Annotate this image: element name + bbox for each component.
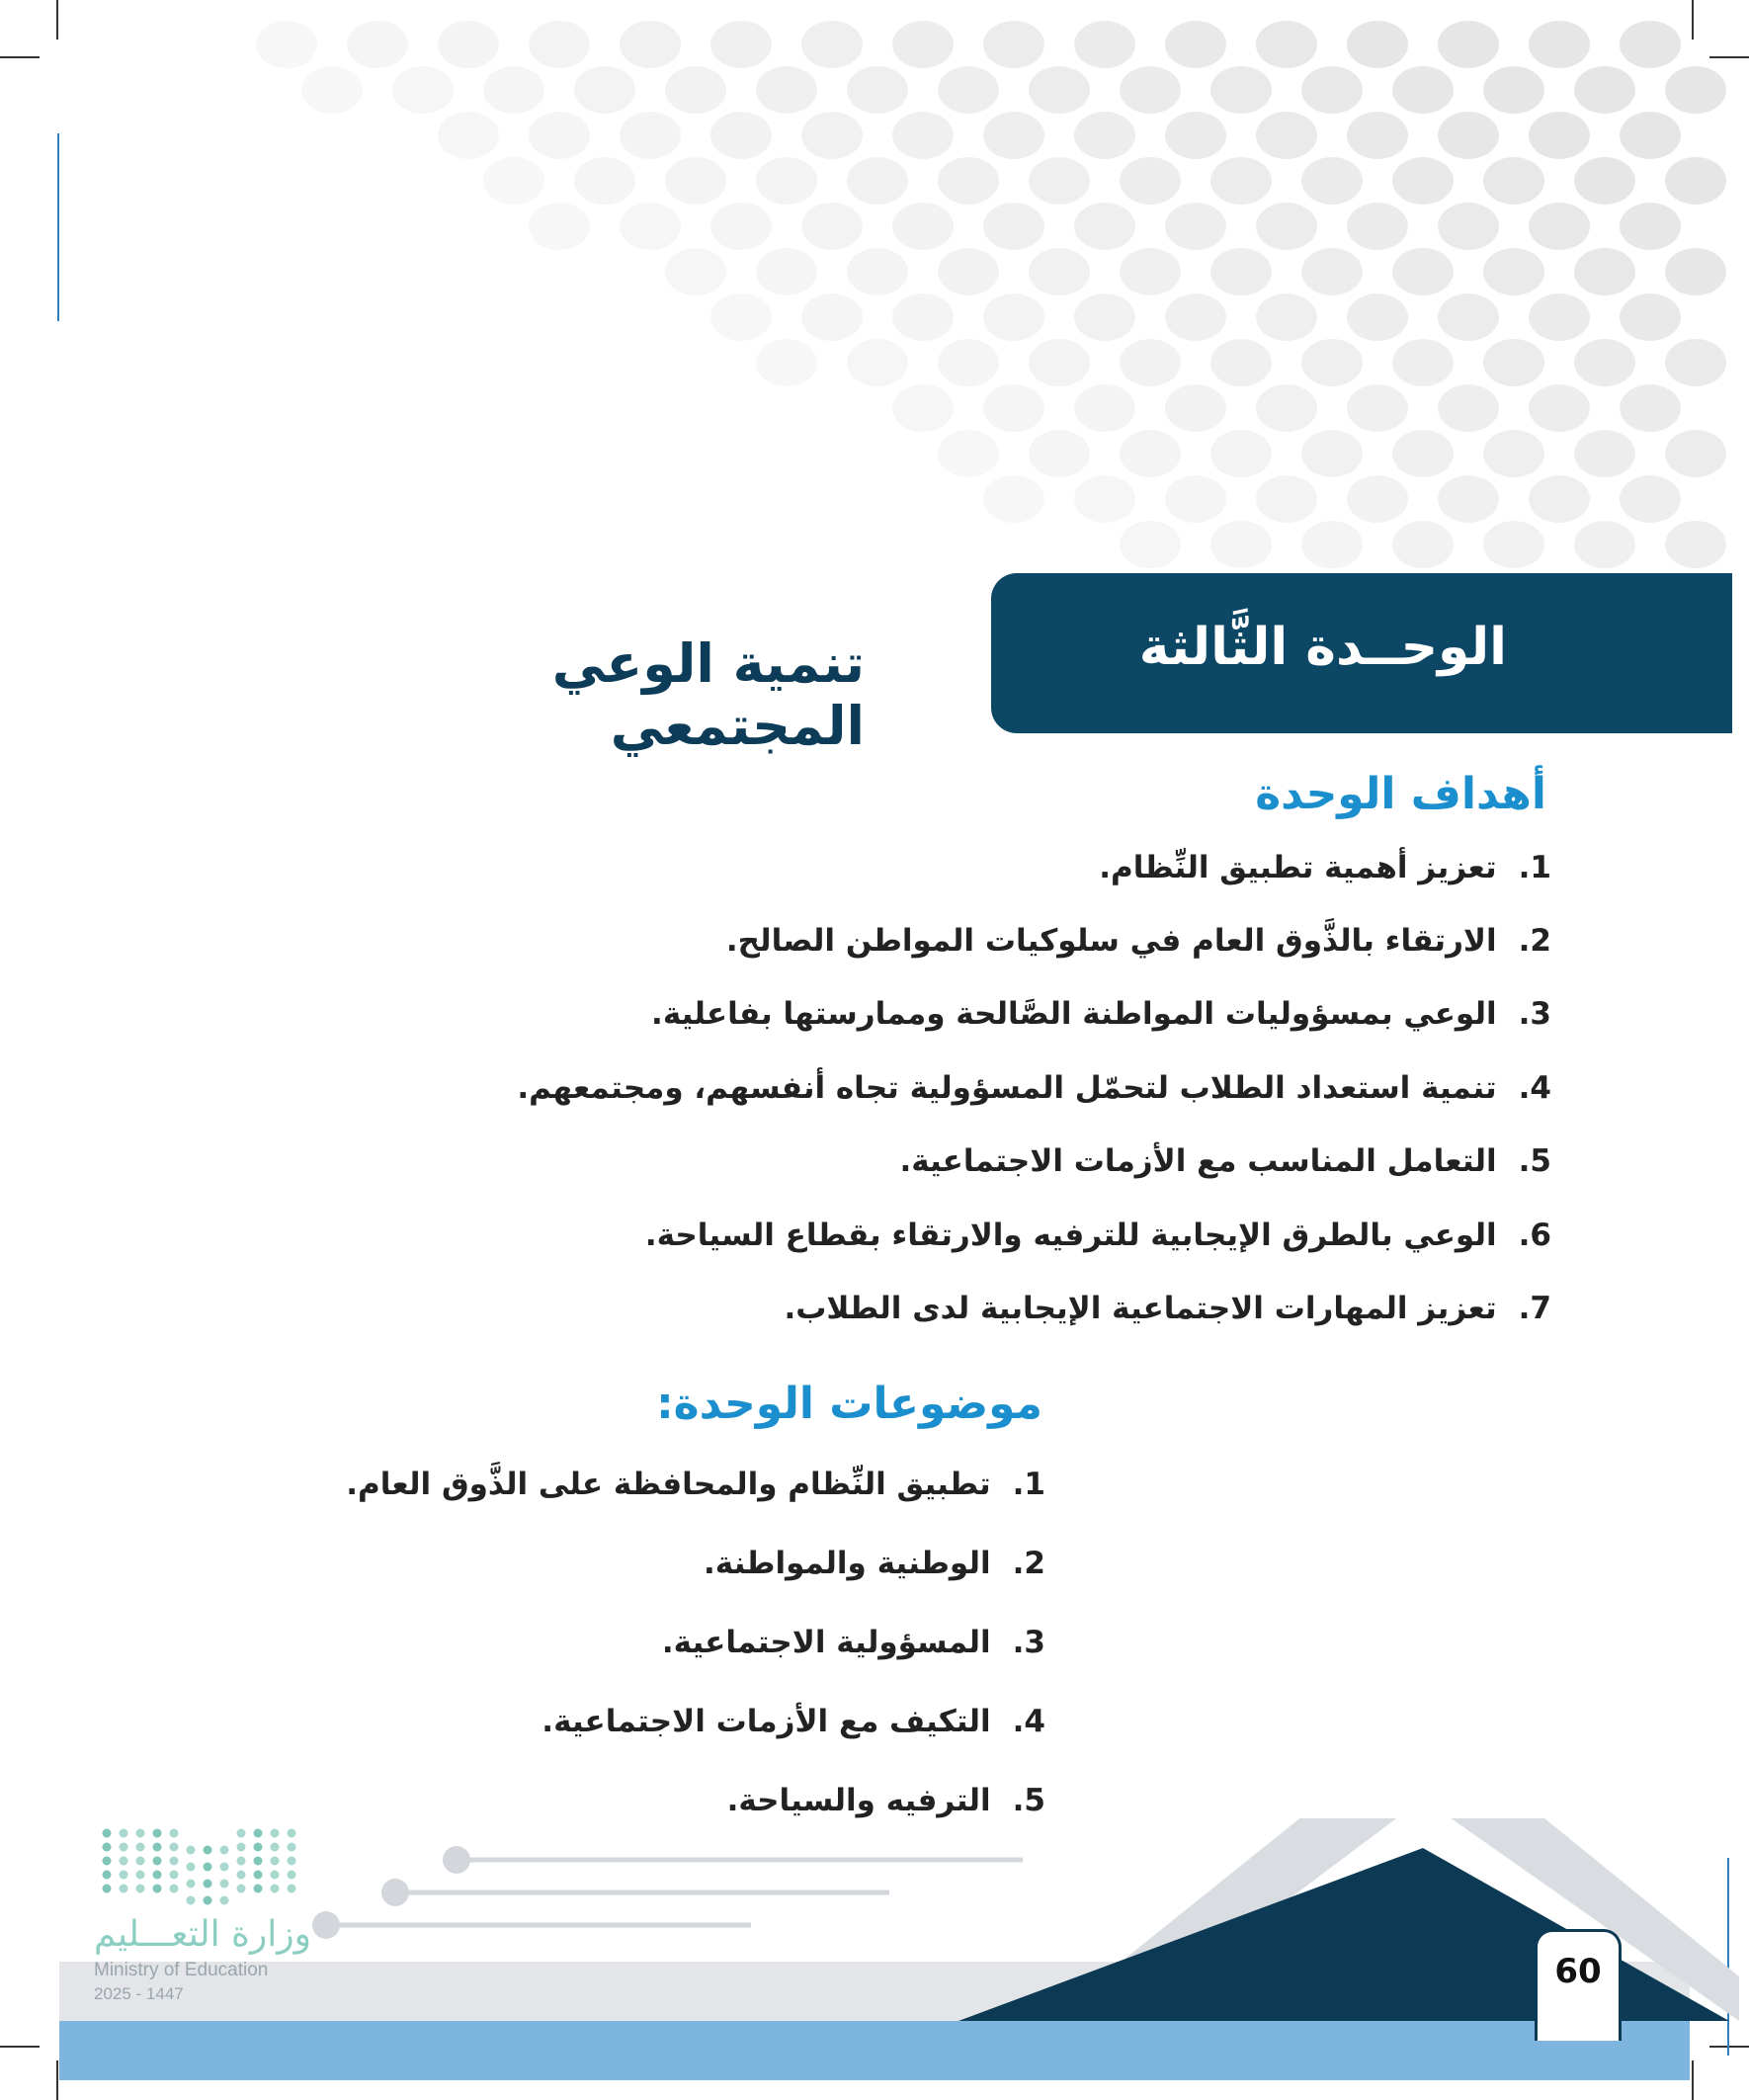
objective-text: تعزيز أهمية تطبيق النِّظام. [1099,850,1497,885]
decorative-dot [1438,475,1499,523]
decorative-dot [256,21,317,68]
decorative-dot [1438,203,1499,250]
logo-dot [103,1857,112,1866]
decorative-dot [483,157,544,205]
logo-dot [288,1829,296,1838]
logo-dot [136,1829,145,1838]
decorative-dot [1392,430,1454,477]
logo-dot [120,1843,128,1852]
topic-item [727,1783,1045,1818]
logo-dot [204,1896,212,1905]
decorative-dot [529,203,590,250]
logo-dot [136,1885,145,1893]
topic-number: 3. [1012,1625,1045,1660]
decorative-dot [1665,157,1726,205]
decorative-dot [710,294,772,341]
decorative-dot [665,157,726,205]
objective-text: التعامل المناسب مع الأزمات الاجتماعية. [899,1143,1497,1179]
objective-item [517,1070,1551,1106]
decorative-dot [1301,66,1363,114]
logo-dot [288,1871,296,1880]
logo-dot [136,1871,145,1880]
decorative-dot [847,157,908,205]
objective-text: الارتقاء بالذَّوق العام في سلوكيات المواطن الصالح. [725,923,1497,959]
decorative-dot [1392,157,1454,205]
logo-dot [136,1857,145,1866]
logo-dot [288,1857,296,1866]
decorative-dot [1392,248,1454,295]
objective-text: تعزيز المهارات الاجتماعية الإيجابية لدى الطلاب. [784,1291,1497,1326]
decorative-dot [1529,112,1590,159]
decorative-dot [1074,384,1135,432]
objective-number: 5. [1518,1143,1551,1179]
decorative-dot [347,21,408,68]
objective-number: 4. [1518,1070,1551,1106]
decorative-dot [438,21,499,68]
logo-dot [170,1871,179,1880]
decorative-dot [1120,521,1181,568]
decorative-dot [1256,475,1317,523]
logo-dot [153,1843,162,1852]
decorative-dot [1210,157,1272,205]
logo-dot [120,1829,128,1838]
decorative-dot [847,248,908,295]
decorative-dot [1029,66,1090,114]
decorative-dot [1574,339,1635,386]
decorative-dot [938,157,999,205]
decorative-dot [1074,203,1135,250]
decorative-dot [1347,475,1408,523]
logo-dot [237,1843,246,1852]
logo-dot [120,1885,128,1893]
decorative-dot [1665,66,1726,114]
logo-dot [153,1857,162,1866]
decorative-dot [847,66,908,114]
decorative-dot [1483,248,1544,295]
decorative-dot [983,203,1044,250]
topics-heading: موضوعات الوحدة: [656,1379,1042,1429]
decorative-dot [1620,384,1681,432]
decorative-dot [1574,430,1635,477]
logo-dot [271,1829,280,1838]
topic-text: الوطنية والمواطنة. [704,1546,991,1581]
decorative-dot [756,157,817,205]
logo-dot [237,1857,246,1866]
page-number: 60 [1554,1952,1602,1991]
decorative-dot [1665,430,1726,477]
decorative-dot [938,248,999,295]
topic-number: 4. [1012,1704,1045,1739]
decorative-dot [1120,66,1181,114]
decorative-dot [392,66,454,114]
decorative-dot [574,66,635,114]
logo-dot [103,1871,112,1880]
decorative-dot [620,21,681,68]
objectives-heading: أهداف الوحدة [1255,769,1546,819]
decorative-dot [1301,339,1363,386]
logo-dot [204,1846,212,1855]
objective-number: 3. [1518,996,1551,1032]
decorative-dot [892,294,954,341]
logo-dot [187,1846,196,1855]
decorative-dot [1210,339,1272,386]
logo-dot [220,1863,229,1872]
ministry-logo-english: Ministry of Education [94,1960,269,1980]
decorative-dot [1483,66,1544,114]
logo-dot [220,1846,229,1855]
decorative-dot [1483,430,1544,477]
decorative-dot [1301,248,1363,295]
decorative-dot [1574,66,1635,114]
topic-item [541,1704,1045,1739]
topic-item [704,1546,1045,1581]
logo-dot [120,1857,128,1866]
decorative-dot [483,66,544,114]
decorative-dot [801,203,863,250]
logo-dot [288,1843,296,1852]
logo-dot [153,1885,162,1893]
decorative-dot [1074,294,1135,341]
decorative-dot [938,430,999,477]
objective-item [726,923,1551,959]
decorative-dot [1165,21,1226,68]
logo-dot [220,1896,229,1905]
decorative-dot [1529,384,1590,432]
decorative-dot [1665,339,1726,386]
decorative-dot [983,21,1044,68]
objective-number: 2. [1518,923,1551,959]
decorative-dot [1347,384,1408,432]
decorative-dot [665,248,726,295]
decorative-dot [1620,112,1681,159]
decorative-dot [1574,521,1635,568]
decorative-dot [529,21,590,68]
decorative-dot [1620,203,1681,250]
decorative-dot [529,112,590,159]
decorative-dot [892,112,954,159]
decorative-dot [801,21,863,68]
decorative-dot [301,66,363,114]
decorative-dot [1347,294,1408,341]
decorative-dot [1347,203,1408,250]
logo-dot [288,1885,296,1893]
decorative-dot [1529,21,1590,68]
logo-dot [204,1880,212,1889]
ministry-logo-dots [103,1829,296,1905]
topic-item [346,1467,1045,1502]
logo-dot [136,1843,145,1852]
decorative-dot [1165,294,1226,341]
decorative-dot [1120,157,1181,205]
logo-dot [254,1885,263,1893]
unit-label: الوحــدة الثَّالثة [1138,618,1507,677]
unit-title: تنمية الوعي المجتمعي [551,632,865,757]
decorative-dot [620,112,681,159]
decorative-dot [983,294,1044,341]
decorative-dot [1301,430,1363,477]
decorative-dot [1620,21,1681,68]
decorative-dot [1301,521,1363,568]
decorative-dot [756,66,817,114]
logo-dot [254,1857,263,1866]
logo-dot [153,1829,162,1838]
logo-dot [254,1871,263,1880]
decorative-dot [1347,21,1408,68]
topic-text: تطبيق النِّظام والمحافظة على الذَّوق العام. [346,1467,991,1502]
decorative-dot [1210,248,1272,295]
decorative-dot [1529,203,1590,250]
decorative-dot [1210,66,1272,114]
decorative-dot [756,339,817,386]
ministry-logo-year: 2025 - 1447 [94,1984,184,2003]
decorative-dot [1392,66,1454,114]
decorative-dot [1120,430,1181,477]
logo-dot [103,1843,112,1852]
objective-item [645,1218,1551,1253]
logo-dot [187,1896,196,1905]
decorative-dot [983,384,1044,432]
decorative-dot [1256,203,1317,250]
decorative-dot [1256,21,1317,68]
logo-dot [170,1843,179,1852]
decorative-dot [1210,521,1272,568]
decorative-dot [1256,384,1317,432]
topic-text: الترفيه والسياحة. [726,1783,991,1818]
decorative-dot [1120,339,1181,386]
decorative-dot [1665,248,1726,295]
logo-dot [254,1829,263,1838]
logo-dot [187,1880,196,1889]
decorative-dot [892,21,954,68]
objective-text: الوعي بمسؤوليات المواطنة الصَّالحة وممارستها بفاعلية. [651,996,1497,1032]
decorative-dot [938,66,999,114]
decorative-dot [983,112,1044,159]
logo-dot [187,1863,196,1872]
decorative-dot [938,339,999,386]
logo-dot [271,1857,280,1866]
objective-text: تنمية استعداد الطلاب لتحمّل المسؤولية تجاه أنفسهم، ومجتمعهم. [517,1070,1497,1106]
decorative-dot [1029,248,1090,295]
logo-dot [103,1885,112,1893]
decorative-dot [1301,157,1363,205]
decorative-dot [438,112,499,159]
decorative-dot [710,112,772,159]
decorative-dot [1029,157,1090,205]
decorative-dot [1620,294,1681,341]
topic-number: 5. [1012,1783,1045,1818]
decorative-dot [1074,21,1135,68]
logo-dot [271,1871,280,1880]
logo-dot [170,1829,179,1838]
decorative-dot [574,157,635,205]
decorative-dot [1438,21,1499,68]
logo-dot [153,1871,162,1880]
logo-dot [220,1880,229,1889]
decorative-dot [892,203,954,250]
objective-number: 6. [1518,1218,1551,1253]
topic-number: 1. [1012,1467,1045,1502]
objective-number: 7. [1518,1291,1551,1326]
decorative-dot [1165,475,1226,523]
objective-item [651,996,1551,1032]
objective-item [784,1291,1551,1326]
decorative-dot [1438,384,1499,432]
decorative-dot [1120,248,1181,295]
decorative-dot [1029,339,1090,386]
decorative-dot [620,203,681,250]
logo-dot [237,1871,246,1880]
decorative-dot [1256,294,1317,341]
decorative-dot [1438,294,1499,341]
objective-number: 1. [1518,850,1551,885]
logo-dot [237,1829,246,1838]
decorative-dot [1574,157,1635,205]
topic-text: التكيف مع الأزمات الاجتماعية. [541,1704,991,1739]
decorative-dot [1210,430,1272,477]
decorative-dot [1256,112,1317,159]
topic-number: 2. [1012,1546,1045,1581]
decorative-dot [710,203,772,250]
decorative-dot [1620,475,1681,523]
decorative-dot [1483,339,1544,386]
decorative-dot [801,294,863,341]
footer-blue-bar [59,2021,1690,2080]
decorative-dots-pattern [0,0,1749,593]
objective-item [899,1143,1551,1179]
decorative-dot [1438,112,1499,159]
logo-dot [254,1843,263,1852]
decorative-dot [1392,339,1454,386]
decorative-dot [983,475,1044,523]
topic-text: المسؤولية الاجتماعية. [661,1625,991,1660]
decorative-dot [1483,521,1544,568]
footer-line-dot [443,1846,470,1874]
decorative-dot [1529,294,1590,341]
logo-dot [204,1863,212,1872]
decorative-dot [801,112,863,159]
ministry-logo-arabic: وزارة التعـــليم [94,1914,312,1955]
decorative-dot [1165,203,1226,250]
decorative-dot [1347,112,1408,159]
logo-dot [271,1843,280,1852]
logo-dot [170,1857,179,1866]
decorative-dot [1392,521,1454,568]
decorative-dot [756,248,817,295]
decorative-dot [1529,475,1590,523]
topic-item [662,1625,1045,1660]
decorative-dot [1074,112,1135,159]
decorative-dot [1029,430,1090,477]
logo-dot [237,1885,246,1893]
decorative-dot [665,66,726,114]
logo-dot [103,1829,112,1838]
logo-dot [120,1871,128,1880]
footer-line-dot [381,1879,409,1906]
decorative-dot [1665,521,1726,568]
decorative-dot [1574,248,1635,295]
objective-item [1099,850,1551,885]
decorative-dot [1074,475,1135,523]
decorative-dot [892,384,954,432]
decorative-dot [1165,112,1226,159]
decorative-dot [710,21,772,68]
objective-text: الوعي بالطرق الإيجابية للترفيه والارتقاء بقطاع السياحة. [644,1218,1497,1253]
logo-dot [271,1885,280,1893]
decorative-dot [1165,384,1226,432]
logo-dot [170,1885,179,1893]
decorative-dot [1483,157,1544,205]
decorative-dot [847,339,908,386]
